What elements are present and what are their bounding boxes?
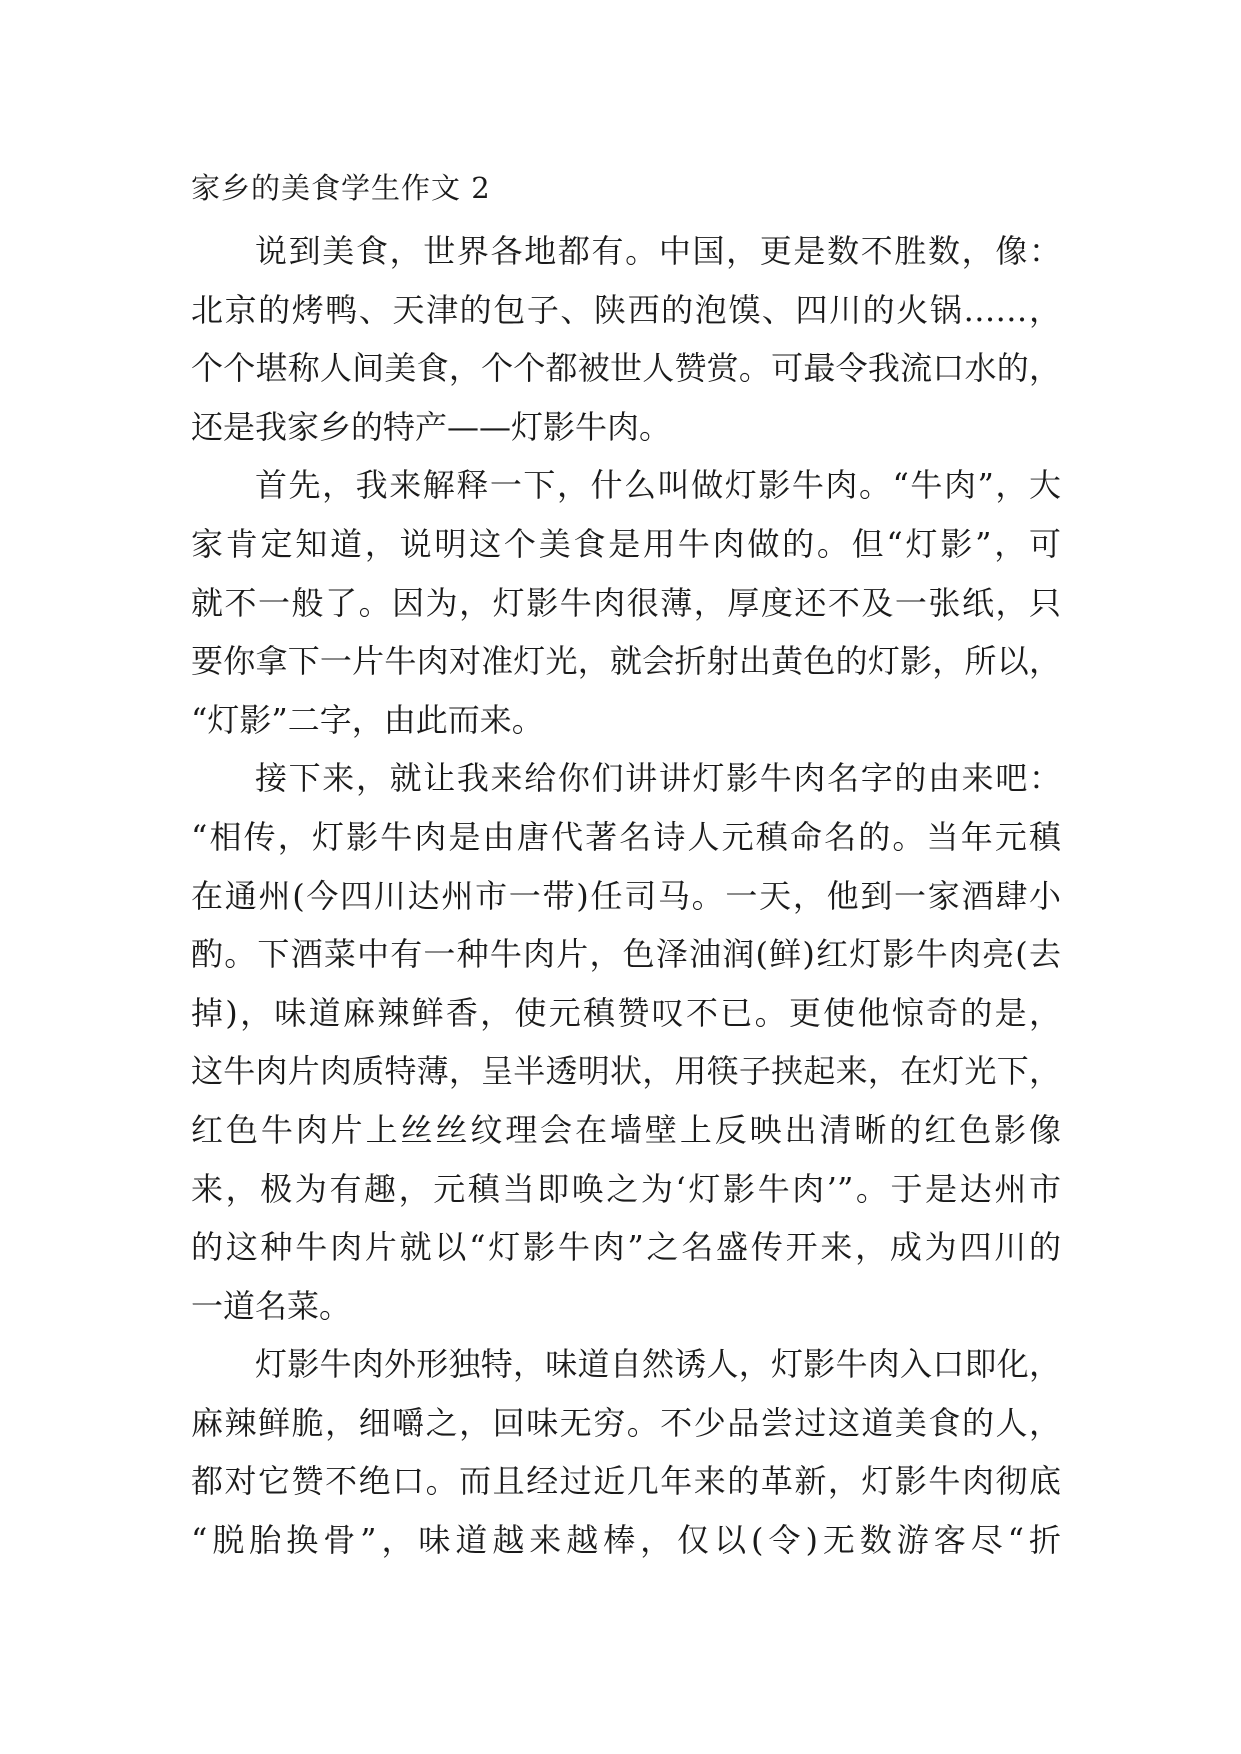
text-line: 来，极为有趣，元稹当即唤之为‘灯影牛肉’”。于是达州市: [191, 1169, 1061, 1208]
text-line: 灯影牛肉外形独特，味道自然诱人，灯影牛肉入口即化，: [255, 1345, 1061, 1384]
text-line: 这牛肉片肉质特薄，呈半透明状，用筷子挟起来，在灯光下，: [191, 1052, 1061, 1091]
text-line: 在通州(今四川达州市一带)任司马。一天，他到一家酒肆小: [191, 876, 1061, 915]
text-line: 家肯定知道，说明这个美食是用牛肉做的。但“灯影”，可: [191, 524, 1061, 563]
text-line: 酌。下酒菜中有一种牛肉片，色泽油润(鲜)红灯影牛肉亮(去: [191, 935, 1061, 974]
text-line: 都对它赞不绝口。而且经过近几年来的革新，灯影牛肉彻底: [191, 1462, 1061, 1501]
paragraph-3: [191, 749, 1061, 1335]
document-body: [191, 158, 1061, 1570]
text-line: 首先，我来解释一下，什么叫做灯影牛肉。“牛肉”，大: [255, 466, 1061, 505]
paragraph-4: [191, 1335, 1061, 1569]
text-line: 说到美食，世界各地都有。中国，更是数不胜数，像：: [255, 232, 1061, 270]
text-line: 个个堪称人间美食，个个都被世人赞赏。可最令我流口水的，: [191, 349, 1061, 388]
text-line: 还是我家乡的特产——灯影牛肉。: [191, 407, 672, 446]
text-line: 北京的烤鸭、天津的包子、陕西的泡馍、四川的火锅……，: [191, 290, 1061, 329]
text-line: “相传，灯影牛肉是由唐代著名诗人元稹命名的。当年元稹: [191, 817, 1061, 856]
text-line: 掉)，味道麻辣鲜香，使元稹赞叹不已。更使他惊奇的是，: [191, 993, 1061, 1032]
text-line: 一道名菜。: [191, 1286, 352, 1325]
text-line: 就不一般了。因为，灯影牛肉很薄，厚度还不及一张纸，只: [191, 583, 1061, 622]
paragraph-2: [191, 456, 1061, 749]
text-line: “脱胎换骨”，味道越来越棒，仅以(令)无数游客尽“折: [191, 1521, 1061, 1560]
document-title: 家乡的美食学生作文 2: [191, 171, 491, 205]
text-line: 麻辣鲜脆，细嚼之，回味无穷。不少品尝过这道美食的人，: [191, 1403, 1061, 1442]
paragraph-1: [191, 222, 1061, 456]
text-line: 接下来，就让我来给你们讲讲灯影牛肉名字的由来吧：: [255, 759, 1061, 798]
text-line: “灯影”二字，由此而来。: [191, 700, 544, 739]
text-line: 红色牛肉片上丝丝纹理会在墙壁上反映出清晰的红色影像: [191, 1110, 1061, 1149]
text-line: 的这种牛肉片就以“灯影牛肉”之名盛传开来，成为四川的: [191, 1228, 1061, 1267]
text-line: 要你拿下一片牛肉对准灯光，就会折射出黄色的灯影，所以，: [191, 642, 1061, 681]
